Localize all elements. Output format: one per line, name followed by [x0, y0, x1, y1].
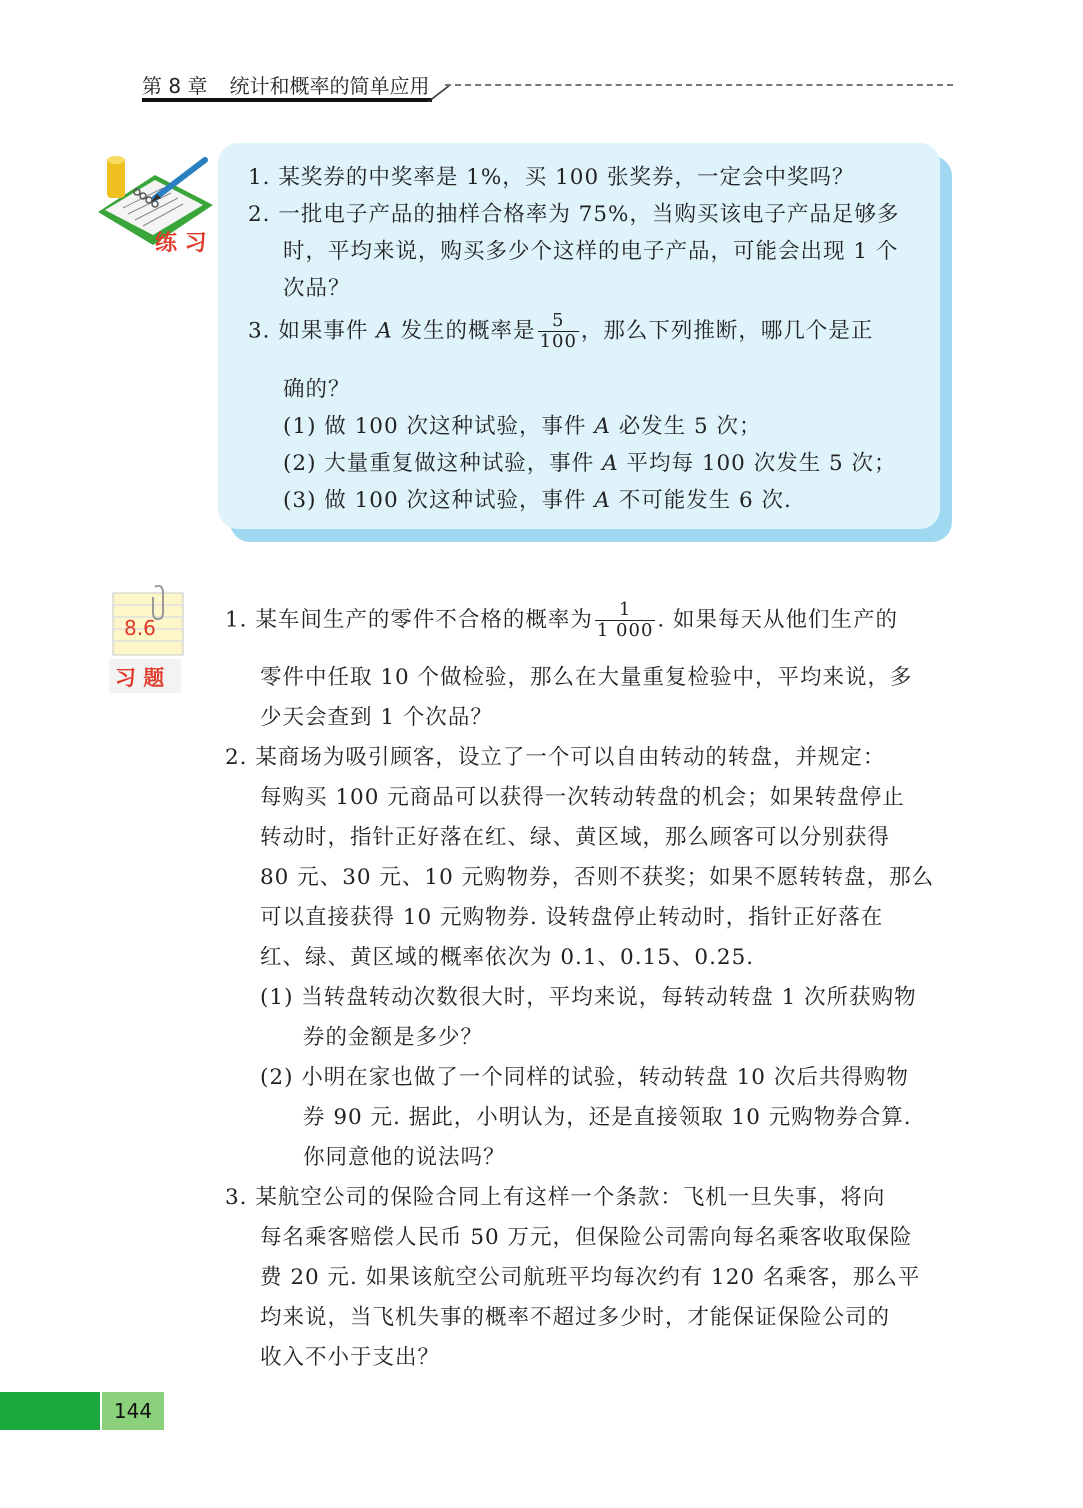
- exercise-2-line2: 每购买 100 元商品可以获得一次转动转盘的机会；如果转盘停止: [260, 785, 905, 810]
- header-divider: [428, 84, 450, 102]
- exercise-1-line2: 零件中任取 10 个做检验，那么在大量重复检验中，平均来说，多: [260, 665, 913, 690]
- exercise-3-line4: 均来说，当飞机失事的概率不超过多少时，才能保证保险公司的: [260, 1305, 891, 1330]
- chapter-number: 第 8 章: [142, 74, 208, 98]
- exercise-2-line6: 红、绿、黄区域的概率依次为 0.1、0.15、0.25.: [260, 945, 755, 970]
- exercise-3-line5: 收入不小于支出？: [260, 1345, 441, 1370]
- exercise-2-sub2-line2: 券 90 元. 据此，小明认为，还是直接领取 10 元购物券合算.: [303, 1105, 912, 1130]
- practice-label: 练 习: [155, 231, 207, 256]
- exercise-3-line3: 费 20 元. 如果该航空公司航班平均每次约有 120 名乘客，那么平: [260, 1265, 921, 1290]
- chapter-header: [142, 70, 429, 99]
- page-footer-bar: [0, 1392, 100, 1430]
- exercise-2-line1: 2. 某商场为吸引顾客，设立了一个可以自由转动的转盘，并规定：: [225, 745, 886, 770]
- exercise-3-line1: 3. 某航空公司的保险合同上有这样一个条款：飞机一旦失事，将向: [225, 1185, 886, 1210]
- exercise-2-sub2-line1: (2) 小明在家也做了一个同样的试验，转动转盘 10 次后共得购物: [260, 1065, 909, 1090]
- practice-q2-line1: 2. 一批电子产品的抽样合格率为 75%，当购买该电子产品足够多: [248, 202, 900, 227]
- exercise-2-line5: 可以直接获得 10 元购物券. 设转盘停止转动时，指针正好落在: [260, 905, 884, 930]
- exercise-1-line3: 少天会查到 1 个次品？: [260, 705, 493, 730]
- exercise-2-sub2-line3: 你同意他的说法吗？: [303, 1145, 506, 1170]
- exercise-label: 习 题: [115, 666, 165, 690]
- exercise-2-line4: 80 元、30 元、10 元购物券，否则不获奖；如果不愿转转盘，那么: [260, 865, 935, 890]
- notebook-pencil-icon: [93, 150, 218, 260]
- exercise-2-sub1-line2: 券的金额是多少？: [303, 1025, 484, 1050]
- probability-fraction: $\frac{5}{100}$: [539, 310, 577, 352]
- practice-q2-line3: 次品？: [283, 276, 351, 301]
- chapter-title: 统计和概率的简单应用: [229, 74, 430, 98]
- header-dashed-rule: [445, 84, 953, 86]
- practice-q3-sub2: (2) 大量重复做这种试验，事件 A 平均每 100 次发生 5 次；: [283, 451, 897, 476]
- practice-q2-line2: 时，平均来说，购买多少个这样的电子产品，可能会出现 1 个: [283, 239, 899, 264]
- practice-q3-line1: 3. 如果事件 A 发生的概率是 $\frac{5}{100}$ ，那么下列推断，哪几个是正: [248, 310, 874, 352]
- practice-q1: 1. 某奖券的中奖率是 1%，买 100 张奖券，一定会中奖吗？: [248, 165, 855, 190]
- practice-q3-line2: 确的？: [283, 377, 351, 402]
- exercise-2-sub1-line1: (1) 当转盘转动次数很大时，平均来说，每转动转盘 1 次所获购物: [260, 985, 917, 1010]
- header-underline: [142, 98, 432, 102]
- exercise-1-line1: 1. 某车间生产的零件不合格的概率为 $\frac{1}{1 000}$ . 如果每天从他们生产的: [225, 599, 899, 641]
- section-number: 8.6: [124, 616, 156, 640]
- exercise-3-line2: 每名乘客赔偿人民币 50 万元，但保险公司需向每名乘客收取保险: [260, 1225, 913, 1250]
- defect-probability-fraction: $\frac{1}{1 000}$: [596, 599, 654, 641]
- exercise-2-line3: 转动时，指针正好落在红、绿、黄区域，那么顾客可以分别获得: [260, 825, 891, 850]
- exercise-note-icon: [107, 585, 189, 697]
- practice-q3-sub1: (1) 做 100 次这种试验，事件 A 必发生 5 次；: [283, 414, 762, 439]
- practice-q3-sub3: (3) 做 100 次这种试验，事件 A 不可能发生 6 次.: [283, 488, 792, 513]
- page-number: 144: [113, 1399, 153, 1423]
